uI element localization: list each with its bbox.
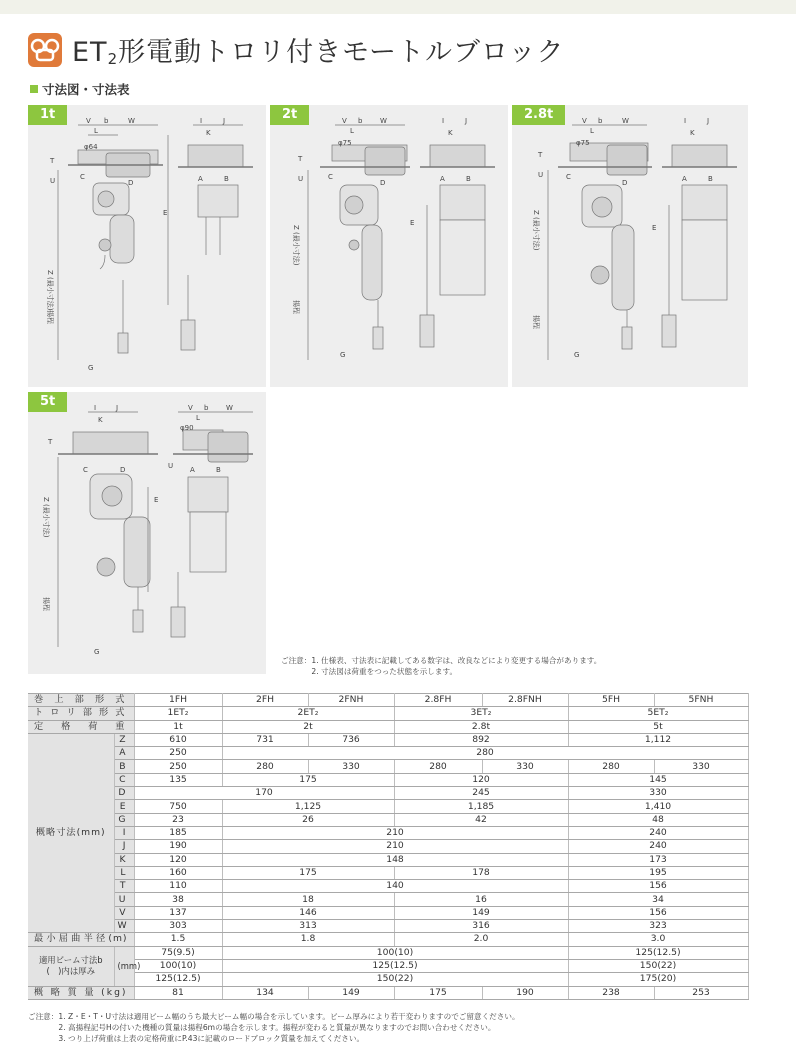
brand-logo — [28, 33, 62, 67]
dim-label: D — [380, 179, 386, 187]
dim-label: A — [682, 175, 687, 183]
dim-label: J — [223, 117, 226, 125]
dim-label: I — [200, 117, 203, 125]
dim-label: E — [154, 496, 159, 504]
row-G: G 23 26 42 48 — [28, 813, 748, 826]
row-C: C 135 175 120 145 — [28, 773, 748, 786]
dim-label: I — [94, 404, 97, 412]
row-T: T 110 140 156 — [28, 880, 748, 893]
dim-label: b — [598, 117, 603, 125]
section-heading: 寸法図・寸法表 — [30, 80, 130, 98]
hoist-diagram-5t — [28, 392, 266, 674]
dim-label: E — [163, 209, 168, 217]
dim-label: T — [50, 157, 55, 165]
row-D: D 170 245 330 — [28, 787, 748, 800]
dim-label: D — [120, 466, 126, 474]
dim-label: A — [190, 466, 195, 474]
dim-label: J — [116, 404, 119, 412]
row-E: E 750 1,125 1,185 1,410 — [28, 800, 748, 813]
dim-label: Z (最小寸法) — [42, 497, 50, 538]
dim-label: U — [168, 462, 174, 470]
dim-label: Z (最小寸法) — [532, 210, 540, 251]
dim-label: D — [622, 179, 628, 187]
dim-label: φ90 — [180, 424, 194, 432]
dim-label: T — [538, 151, 543, 159]
dim-label: b — [204, 404, 209, 412]
row-beam-1: 適用ビーム寸法b ( )内は厚み (mm) 75(9.5) 100(10) 125(12.5) — [28, 946, 748, 959]
dim-label: K — [98, 416, 103, 424]
row-J: J 190 210 240 — [28, 840, 748, 853]
dim-label: J — [707, 117, 710, 125]
dim-label: 揚程 — [42, 597, 50, 611]
row-L: L 160 175 178 195 — [28, 866, 748, 879]
dim-label: C — [80, 173, 85, 181]
dim-label: G — [94, 648, 100, 656]
row-radius: 最小屈曲半径(m) 1.5 1.8 2.0 3.0 — [28, 933, 748, 946]
dim-label: L — [196, 414, 200, 422]
notes-top: ご注意：1. 仕様表、寸法表に記載してある数字は、改良などにより変更する場合があります。 2. 寸法図は荷重をつった状態を示します。 — [281, 656, 602, 676]
hoist-diagram-1t — [28, 105, 266, 387]
dim-label: C — [566, 173, 571, 181]
row-load: 定格荷重 1t 2t 2.8t 5t — [28, 720, 748, 733]
row-trolley: トロリ部形式 1ET₂ 2ET₂ 3ET₂ 5ET₂ — [28, 707, 748, 720]
dim-label: C — [83, 466, 88, 474]
page-title: $ET_2$形電動トロリ付きモートルブロック — [72, 37, 565, 68]
dim-label: V — [86, 117, 91, 125]
dim-label: E — [652, 224, 657, 232]
dim-label: b — [104, 117, 109, 125]
dim-label: K — [448, 129, 453, 137]
dim-label: U — [298, 175, 304, 183]
dim-label: V — [188, 404, 193, 412]
row-V: V 137 146 149 156 — [28, 906, 748, 919]
dim-label: V — [582, 117, 587, 125]
hoist-logo-icon — [28, 33, 62, 67]
dim-label: B — [708, 175, 713, 183]
dim-label: T — [48, 438, 53, 446]
diagram-panel-1t — [28, 105, 266, 387]
dim-label: L — [94, 127, 98, 135]
dim-label: U — [538, 171, 544, 179]
dim-label: φ75 — [576, 139, 590, 147]
row-Z: 概略寸法(mm) Z 610 731 736 892 1,112 — [28, 733, 748, 746]
dim-label: 揚程 — [46, 310, 54, 324]
dim-label: 揚程 — [292, 300, 300, 314]
capacity-badge: 2.8t — [512, 105, 565, 125]
row-beam-2: 100(10) 125(12.5) 150(22) — [28, 959, 748, 972]
dim-label: W — [226, 404, 233, 412]
dim-label: E — [410, 219, 415, 227]
spec-table — [28, 693, 749, 1000]
diagram-panel-2-8t — [512, 105, 748, 387]
dim-label: T — [298, 155, 303, 163]
dim-label: U — [50, 177, 56, 185]
diagram-panel-2t — [270, 105, 508, 387]
dim-label: I — [684, 117, 687, 125]
dim-label: W — [380, 117, 387, 125]
notes-bottom: ご注意：1. Z・E・T・U寸法は適用ビーム幅のうち最大ビーム幅の場合を示しています。ビーム厚みにより若干変わりますのでご留意ください。 2. 高揚程記号Hの付いた機種の質量は揚程6mの場合を示します。揚程が変わると質量が異なりますのでお問い合わせください。 3. つり上げ荷重は上表の定格荷重にP.43に記載のロードブロック質量を加えてください。 — [28, 1012, 520, 1043]
dim-label: φ64 — [84, 143, 98, 151]
dim-label: G — [340, 351, 346, 359]
capacity-badge: 2t — [270, 105, 309, 125]
dim-label: L — [590, 127, 594, 135]
dim-label: B — [216, 466, 221, 474]
bullet-square-icon — [30, 85, 38, 93]
dim-label: G — [88, 364, 94, 372]
hoist-diagram-2t — [270, 105, 508, 387]
row-A: A 250 280 — [28, 747, 748, 760]
row-B: B 250 280 330 280 330 280 330 — [28, 760, 748, 773]
dim-label: W — [622, 117, 629, 125]
dim-label: C — [328, 173, 333, 181]
dim-label: J — [465, 117, 468, 125]
dim-label: B — [224, 175, 229, 183]
dim-label: W — [128, 117, 135, 125]
top-band — [0, 0, 796, 14]
dim-label: φ75 — [338, 139, 352, 147]
dim-label: K — [206, 129, 211, 137]
dim-label: 揚程 — [532, 315, 540, 329]
diagram-panel-5t — [28, 392, 266, 674]
capacity-badge: 5t — [28, 392, 67, 412]
dim-label: A — [198, 175, 203, 183]
dim-label: B — [466, 175, 471, 183]
dim-label: Z (最小寸法) — [292, 225, 300, 266]
dim-label: I — [442, 117, 445, 125]
hoist-diagram-2-8t — [512, 105, 748, 387]
dim-label: D — [128, 179, 134, 187]
dim-label: Z (最小寸法) — [46, 270, 54, 311]
row-beam-3: 125(12.5) 150(22) 175(20) — [28, 973, 748, 986]
row-hoist: 巻上部形式 1FH 2FH 2FNH 2.8FH 2.8FNH 5FH 5FNH — [28, 694, 748, 707]
dim-label: L — [350, 127, 354, 135]
row-U: U 38 18 16 34 — [28, 893, 748, 906]
dim-label: G — [574, 351, 580, 359]
row-W: W 303 313 316 323 — [28, 920, 748, 933]
row-I: I 185 210 240 — [28, 826, 748, 839]
row-mass: 概略質量(kg) 81 134 149 175 190 238 253 — [28, 986, 748, 999]
capacity-badge: 1t — [28, 105, 67, 125]
dim-label: V — [342, 117, 347, 125]
beam-label: 適用ビーム寸法b ( )内は厚み — [28, 946, 114, 986]
dim-label: b — [358, 117, 363, 125]
row-K: K 120 148 173 — [28, 853, 748, 866]
dim-label: K — [690, 129, 695, 137]
dim-label: A — [440, 175, 445, 183]
